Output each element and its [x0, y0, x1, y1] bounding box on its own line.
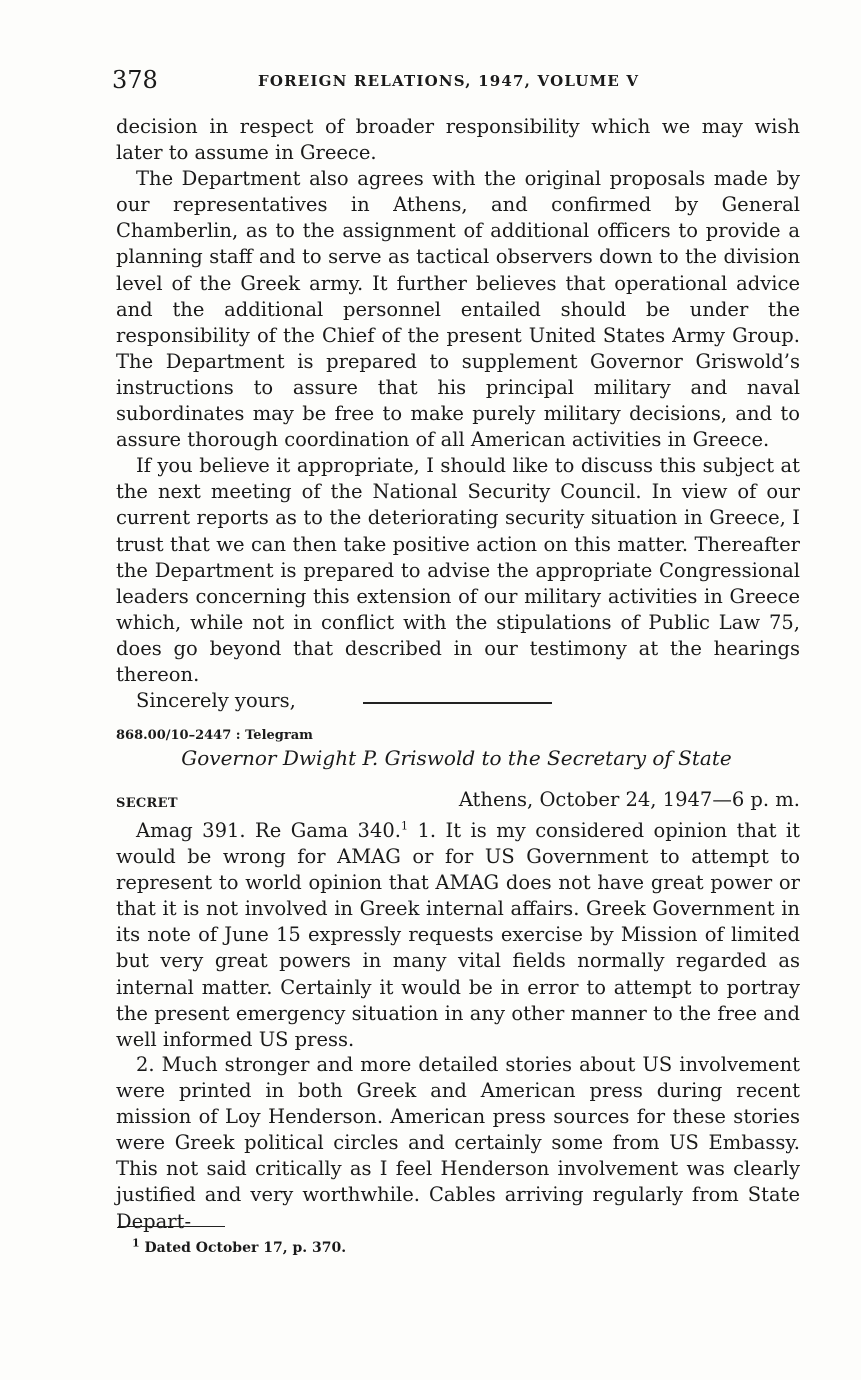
footnote-number: 1: [132, 1236, 140, 1250]
page-header: [112, 66, 802, 102]
document-title: Governor Dwight P. Griswold to the Secretary of State: [181, 746, 732, 770]
classification-label: SECRET: [116, 796, 178, 811]
letter-paragraph-continued: decision in respect of broader responsibility which we may wish later to assume in Greece.: [116, 115, 800, 165]
footnote-marker: 1: [400, 819, 408, 833]
footnote-divider: [118, 1226, 225, 1227]
classification-line: [116, 788, 800, 814]
dateline: Athens, October 24, 1947—6 p. m.: [458, 788, 800, 811]
telegram-body: [116, 818, 800, 1053]
letter-paragraph: The Department also agrees with the original proposals made by our representatives in Athens, and confirmed by General Chamberlin, as to the assignment of additional officers to provide a planning staff and to serve as tactical observers down to the division level of the Greek army. It further believes that operational advice and the additional personnel entailed should be under the responsibility of the Chief of the present United States Army Group. The Department is prepared to supplement Governor Griswold’s instructions to assure that his principal military and naval subordinates may be free to make purely military decisions, and to assure thorough coordination of all American activities in Greece.: [116, 167, 800, 452]
page-number: 378: [112, 66, 158, 94]
letter-body: [116, 114, 800, 714]
telegram-paragraph-2: 2. Much stronger and more detailed stories about US involvement were printed in both Greek and American press during recent mission of Loy Henderson. American press sources for these stories were Greek political circles and certainly some from US Embassy. This not said critically as I feel Henderson involvement was clearly justified and very worthwhile. Cables arriving regularly from State Depart-: [116, 1053, 800, 1233]
footnote: [132, 1236, 347, 1256]
telegram-reference: Amag 391. Re Gama 340.: [136, 819, 401, 842]
section-divider: [363, 702, 552, 704]
telegram-paragraph-1-text: 1. It is my considered opinion that it would be wrong for AMAG or for US Government to attempt to represent to world opinion that AMAG does not have great power or that it is not involved in Greek internal affairs. Greek Government in its note of June 15 expressly requests exercise by Mission of limited but very great powers in many vital fields normally regarded as internal matter. Certainly it would be in error to attempt to portray the present emergency situation in any other manner to the free and well informed US press.: [116, 819, 800, 1051]
file-reference: 868.00/10–2447 : Telegram: [116, 728, 313, 743]
running-head: FOREIGN RELATIONS, 1947, VOLUME V: [258, 72, 640, 90]
telegram-paragraph-1: [116, 818, 800, 1053]
letter-closing: Sincerely yours,: [136, 689, 296, 713]
telegram-body-continued: [116, 1052, 800, 1235]
letter-paragraph: If you believe it appropriate, I should like to discuss this subject at the next meeting of the National Security Council. In view of our current reports as to the deteriorating security situation in Greece, I trust that we can then take positive action on this matter. Thereafter the Department is prepared to advise the appropriate Congressional leaders concerning this extension of our military activities in Greece which, while not in conflict with the stipulations of Public Law 75, does go beyond that described in our testimony at the hearings thereon.: [116, 454, 800, 686]
footnote-text: Dated October 17, p. 370.: [139, 1240, 347, 1256]
